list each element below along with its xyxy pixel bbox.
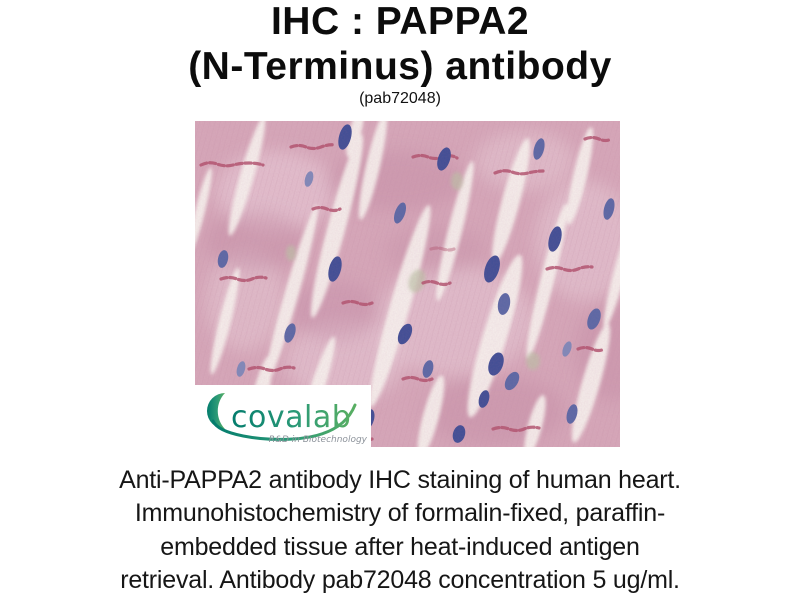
caption-line: embedded tissue after heat-induced antigen (160, 532, 640, 561)
caption-line: Immunohistochemistry of formalin-fixed, paraffin- (134, 499, 666, 528)
figure-caption (0, 464, 800, 598)
page-title-line1: IHC : PAPPA2 (270, 0, 530, 43)
caption-line: Anti-PAPPA2 antibody IHC staining of human heart. (119, 466, 681, 494)
covalab-logo (195, 385, 371, 447)
covalab-tagline: R&D in Biotechnology (268, 435, 367, 445)
covalab-wordmark: covalab (231, 400, 352, 435)
catalog-number: (pab72048) (359, 90, 441, 107)
caption-line: retrieval. Antibody pab72048 concentration 5 ug/ml. (120, 566, 680, 595)
covalab-logo-svg (195, 385, 371, 447)
page-title-line2: (N-Terminus) antibody (188, 45, 612, 88)
ihc-micrograph-image (195, 121, 620, 447)
